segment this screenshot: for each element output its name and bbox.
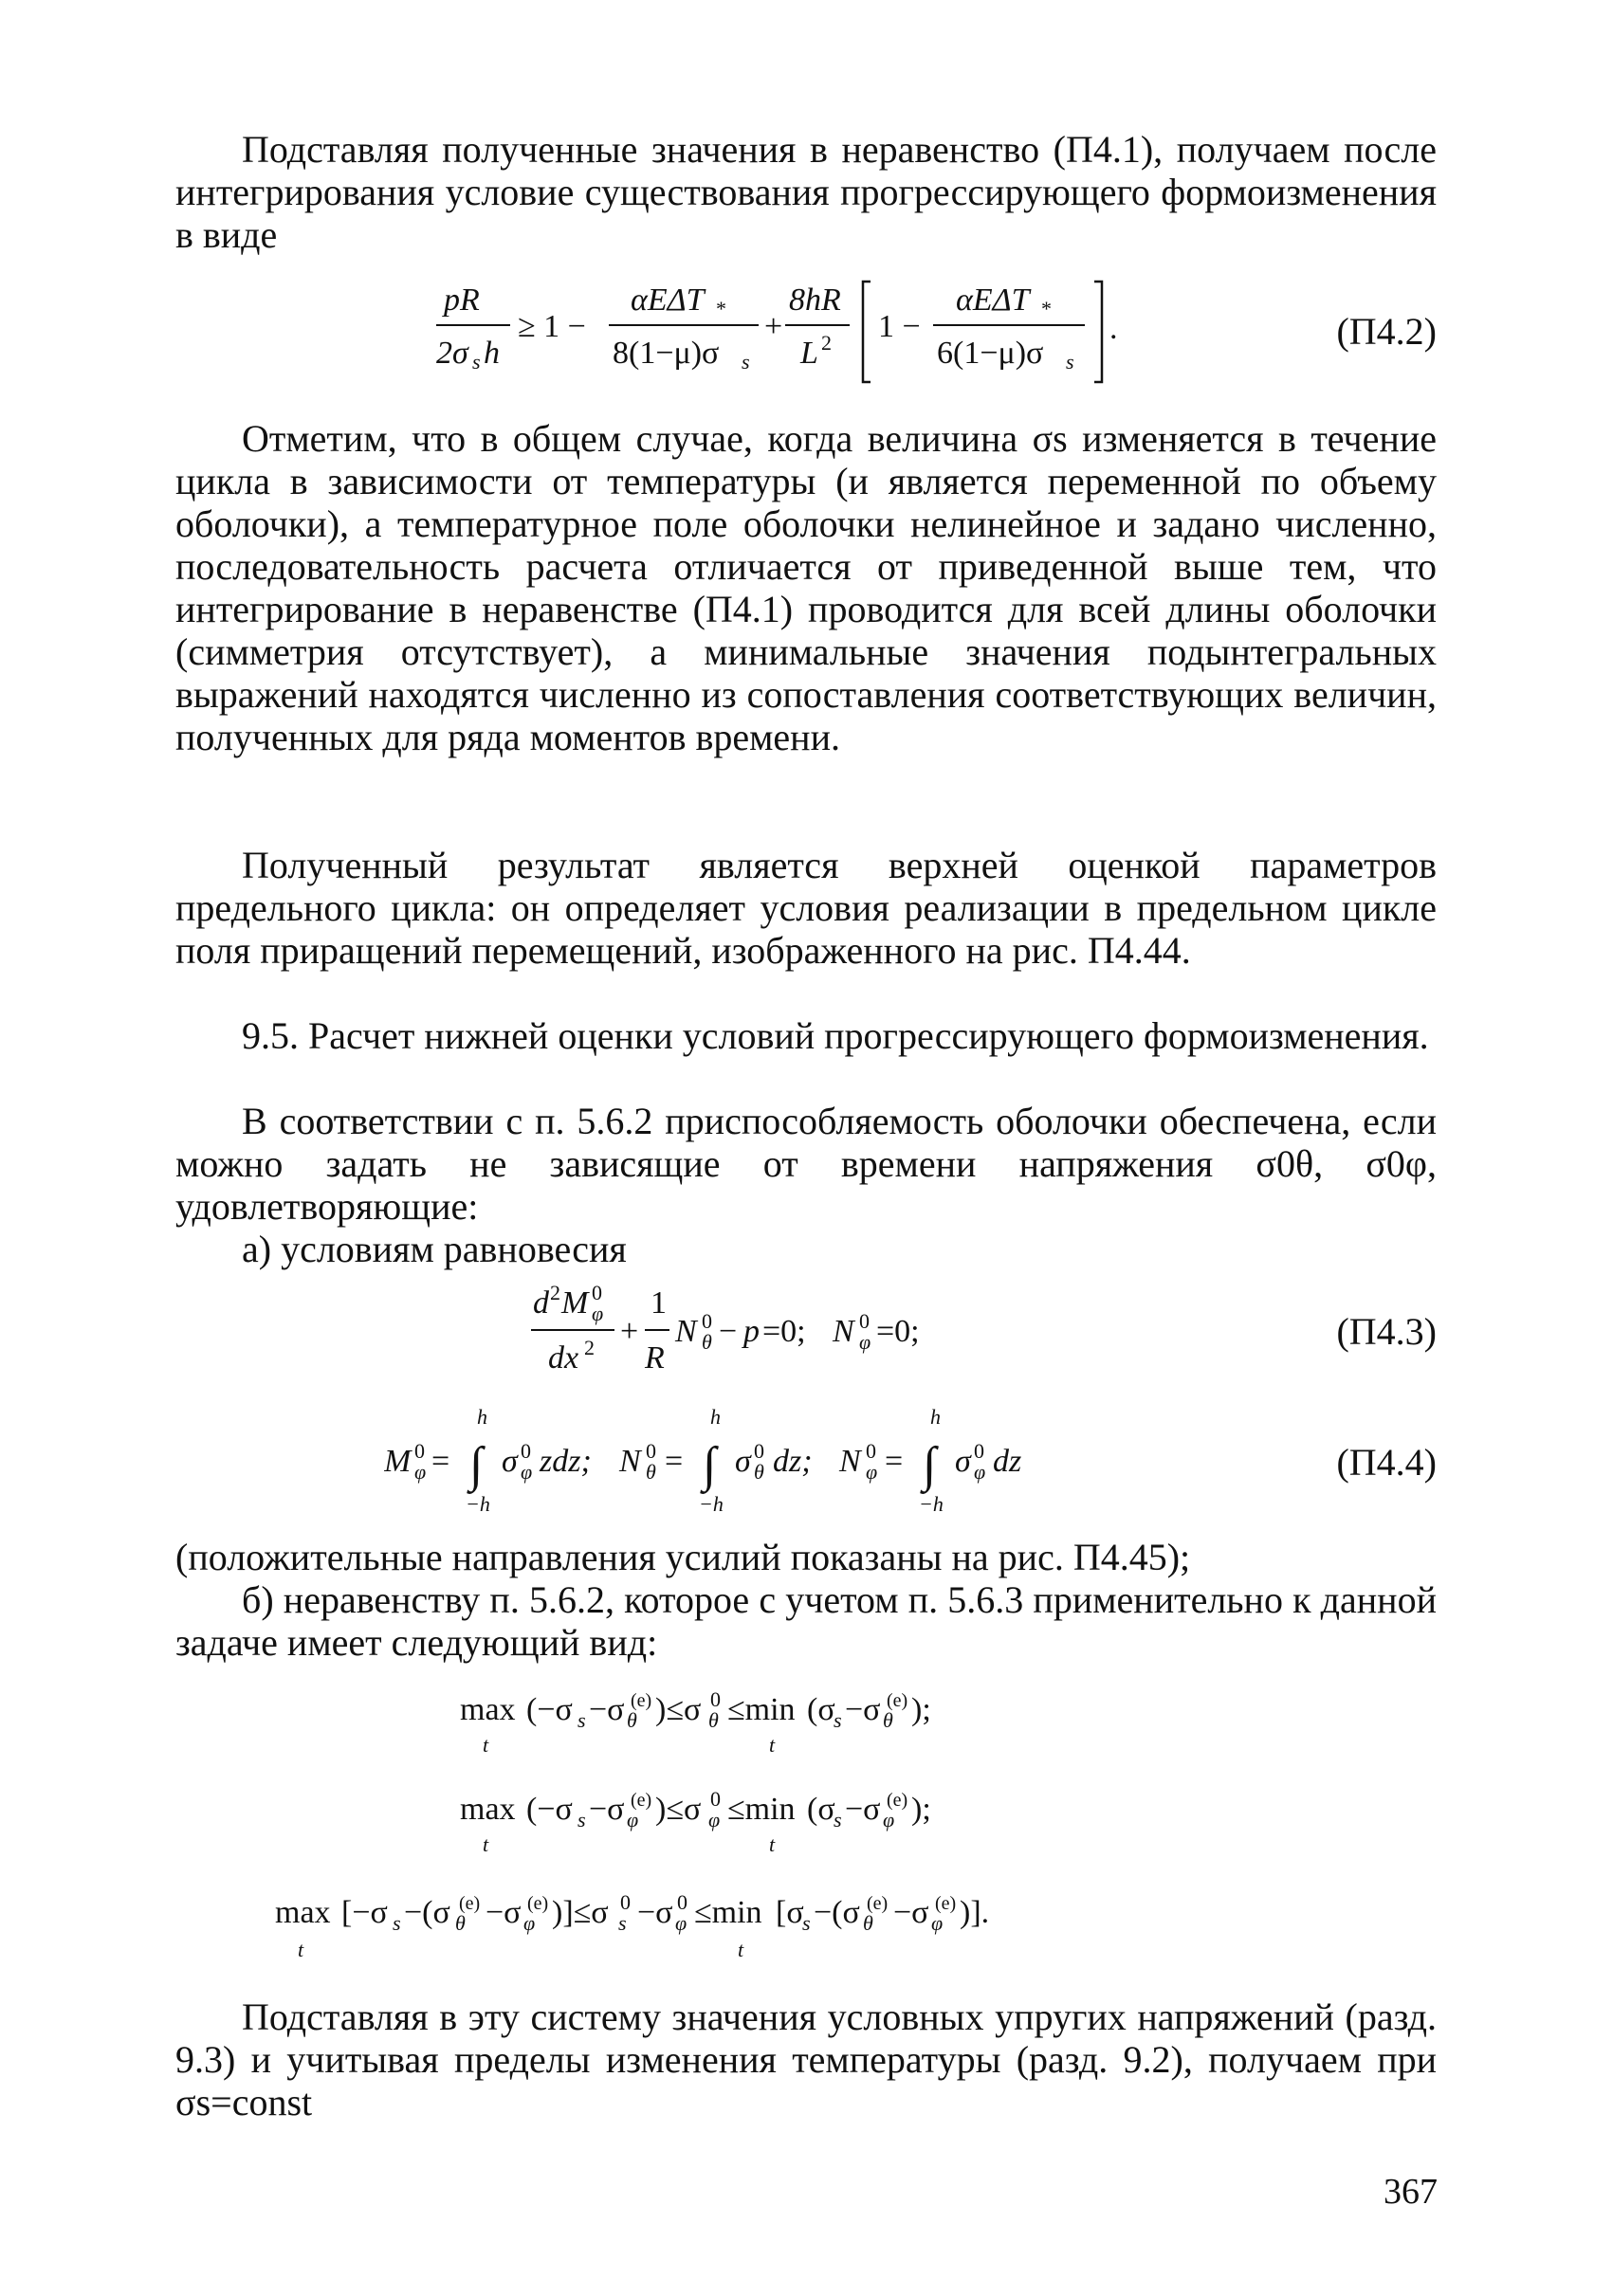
svg-text:0: 0 (702, 1309, 712, 1333)
page-number: 367 (1384, 2172, 1438, 2212)
svg-text:0: 0 (710, 1687, 721, 1711)
svg-text:+: + (620, 1314, 639, 1349)
svg-text:)].: )]. (960, 1895, 990, 1930)
paragraph-9: Подставляя в эту систему значения условных упругих напряжений (разд. 9.3) и учитывая пределы изменения температуры (разд. 9.2), получаем при σs=const (175, 1995, 1437, 2123)
inequality-3 (175, 1877, 1437, 1972)
svg-text:s: s (618, 1911, 627, 1935)
equation-p4-3 (175, 1275, 1437, 1389)
svg-text:φ: φ (866, 1460, 878, 1484)
svg-text:θ: θ (702, 1330, 712, 1354)
svg-text:s: s (393, 1911, 401, 1935)
svg-text:φ: φ (523, 1911, 536, 1935)
svg-text:s: s (472, 350, 481, 374)
svg-text:−: − (719, 1314, 738, 1349)
svg-text:(e): (e) (887, 1690, 908, 1711)
svg-text:t: t (483, 1832, 489, 1856)
svg-text:p: p (743, 1314, 760, 1349)
svg-text:(−σ: (−σ (526, 1692, 573, 1727)
svg-text:[−σ: [−σ (341, 1895, 388, 1930)
paragraph-2: Отметим, что в общем случае, когда величина σs изменяется в течение цикла в зависимости от температуры (и является переменной по объему оболочки), а температурное поле оболочки нелинейное и задано численно, последовательность расчета отличается от приведенной выше тем, что интегрирование в неравенстве (П4.1) проводится для всей длины оболочки (симметрия отсутствует), а минимальные значения подынтегральных выражений находятся численно из сопоставления соответствующих величин, полученных для ряда моментов времени. (175, 417, 1437, 758)
svg-text:dz;: dz; (773, 1444, 813, 1479)
svg-text:max: max (275, 1895, 331, 1930)
equation-p4-2-graphic (398, 270, 1347, 393)
svg-text:−(σ: −(σ (404, 1895, 450, 1930)
svg-text:−σ: −σ (589, 1692, 625, 1727)
svg-text:s: s (1066, 350, 1074, 374)
svg-text:(e): (e) (887, 1790, 908, 1811)
equation-p4-4 (175, 1403, 1437, 1517)
svg-text:t: t (769, 1733, 776, 1757)
svg-text:(e): (e) (527, 1893, 549, 1914)
svg-text:);: ); (911, 1692, 931, 1727)
svg-text:σ: σ (502, 1444, 518, 1479)
svg-text:s: s (802, 1911, 811, 1935)
svg-text:σ: σ (955, 1444, 971, 1479)
inequality-2 (175, 1777, 1437, 1863)
svg-text:θ: θ (455, 1911, 466, 1935)
svg-text:φ: φ (592, 1302, 604, 1325)
section-heading-9-5: 9.5. Расчет нижней оценки условий прогрессирующего формоизменения. (242, 1014, 1429, 1057)
svg-text:0: 0 (620, 1890, 631, 1914)
svg-text:φ: φ (521, 1460, 533, 1484)
svg-text:−σ: −σ (893, 1895, 929, 1930)
svg-text:pR: pR (444, 282, 480, 318)
svg-text:t: t (738, 1938, 744, 1961)
svg-text:θ: θ (627, 1708, 637, 1732)
svg-text:φ: φ (708, 1808, 721, 1831)
svg-text:L: L (800, 336, 818, 371)
svg-text:∫: ∫ (923, 1438, 937, 1492)
svg-text:θ: θ (883, 1708, 893, 1732)
svg-text:*: * (716, 297, 726, 320)
svg-text:∫: ∫ (469, 1438, 484, 1492)
svg-text:σ: σ (735, 1444, 751, 1479)
svg-text:d: d (533, 1285, 549, 1321)
svg-text:max: max (460, 1792, 516, 1827)
svg-text:s: s (577, 1808, 586, 1831)
svg-text:−σ: −σ (486, 1895, 522, 1930)
svg-text:)]≤σ: )]≤σ (552, 1895, 609, 1930)
svg-text:≥ 1 −: ≥ 1 − (518, 309, 586, 344)
svg-text:)≤σ: )≤σ (655, 1792, 702, 1827)
svg-text:−h: −h (919, 1492, 944, 1516)
svg-text:(−σ: (−σ (526, 1792, 573, 1827)
paragraph-8: б) неравенству п. 5.6.2, которое с учетом п. 5.6.3 применительно к данной задаче имеет следующий вид: (175, 1578, 1437, 1664)
svg-text:=0;: =0; (762, 1314, 806, 1349)
svg-text:(e): (e) (935, 1893, 957, 1914)
svg-text:s: s (834, 1708, 842, 1732)
paragraph-3: Полученный результат является верхней оценкой параметров предельного цикла: он определяет условия реализации в предельном цикле поля приращений перемещений, изображенного на рис. П4.44. (175, 844, 1437, 972)
svg-text:(e): (e) (631, 1690, 652, 1711)
svg-text:φ: φ (883, 1808, 895, 1831)
paragraph-7: (положительные направления усилий показаны на рис. П4.45); (175, 1536, 1191, 1578)
svg-text:0: 0 (677, 1890, 687, 1914)
svg-text:0: 0 (866, 1439, 876, 1463)
svg-text:φ: φ (627, 1808, 639, 1831)
svg-text:=: = (431, 1444, 450, 1479)
svg-text:0: 0 (754, 1439, 764, 1463)
svg-text:(e): (e) (631, 1790, 652, 1811)
svg-text:0: 0 (592, 1281, 602, 1304)
equation-label-p4-2: (П4.2) (1336, 310, 1437, 353)
svg-text:s: s (577, 1708, 586, 1732)
svg-text:φ: φ (974, 1460, 986, 1484)
svg-text:2: 2 (550, 1281, 560, 1304)
svg-text:1 −: 1 − (878, 309, 921, 344)
inequality-3-graphic (275, 1877, 1337, 1972)
svg-text:φ: φ (859, 1330, 871, 1354)
equation-p4-3-graphic (531, 1275, 1119, 1389)
svg-text:(σ: (σ (807, 1692, 835, 1727)
svg-text:zdz;: zdz; (540, 1444, 592, 1479)
equation-label-p4-3: (П4.3) (1336, 1310, 1437, 1353)
svg-text:h: h (484, 336, 500, 371)
svg-text:0: 0 (521, 1439, 531, 1463)
svg-text:−h: −h (466, 1492, 490, 1516)
svg-text:0: 0 (414, 1439, 425, 1463)
svg-text:.: . (1109, 311, 1118, 346)
svg-text:θ: θ (708, 1708, 719, 1732)
svg-text:−σ: −σ (589, 1792, 625, 1827)
svg-text:t: t (769, 1832, 776, 1856)
svg-text:θ: θ (646, 1460, 656, 1484)
svg-text:max: max (460, 1692, 516, 1727)
svg-text:s: s (742, 350, 750, 374)
svg-text:θ: θ (863, 1911, 873, 1935)
equation-p4-2 (175, 270, 1437, 393)
svg-text:[σ: [σ (776, 1895, 804, 1930)
svg-text:φ: φ (414, 1460, 427, 1484)
svg-text:2: 2 (821, 331, 832, 355)
paragraph-5: В соответствии с п. 5.6.2 приспособляемость оболочки обеспечена, если можно задать не зависящие от времени напряжения σ0θ, σ0φ, удовлетворяющие: (175, 1100, 1437, 1228)
svg-text:)≤σ: )≤σ (655, 1692, 702, 1727)
svg-text:0: 0 (859, 1309, 870, 1333)
svg-text:(e): (e) (867, 1893, 889, 1914)
svg-text:R: R (645, 1340, 665, 1376)
svg-text:−σ: −σ (845, 1692, 881, 1727)
svg-text:M: M (384, 1444, 412, 1479)
svg-text:M: M (561, 1285, 589, 1321)
svg-text:=0;: =0; (876, 1314, 920, 1349)
svg-text:αEΔT: αEΔT (631, 282, 705, 318)
svg-text:(σ: (σ (807, 1792, 835, 1827)
svg-text:6(1−μ)σ: 6(1−μ)σ (937, 336, 1044, 371)
svg-text:N: N (833, 1314, 854, 1349)
svg-text:≤min: ≤min (727, 1792, 796, 1827)
svg-text:t: t (298, 1938, 304, 1961)
svg-text:0: 0 (974, 1439, 984, 1463)
equation-p4-4-graphic (384, 1403, 1237, 1517)
svg-text:2: 2 (584, 1336, 595, 1359)
svg-text:8hR: 8hR (789, 282, 841, 318)
svg-text:−h: −h (699, 1492, 724, 1516)
equation-label-p4-4: (П4.4) (1336, 1441, 1437, 1484)
svg-text:≤min: ≤min (694, 1895, 762, 1930)
paragraph-6: а) условиям равновесия (242, 1228, 627, 1270)
svg-text:∫: ∫ (703, 1438, 717, 1492)
svg-text:t: t (483, 1733, 489, 1757)
svg-text:N: N (619, 1444, 641, 1479)
svg-text:dz: dz (993, 1444, 1022, 1479)
svg-text:θ: θ (754, 1460, 764, 1484)
svg-text:h: h (477, 1405, 487, 1429)
svg-text:N: N (839, 1444, 861, 1479)
svg-text:≤min: ≤min (727, 1692, 796, 1727)
svg-text:(e): (e) (459, 1893, 481, 1914)
svg-text:h: h (710, 1405, 721, 1429)
svg-text:2σ: 2σ (436, 336, 468, 371)
svg-text:dx: dx (548, 1340, 579, 1376)
svg-text:8(1−μ)σ: 8(1−μ)σ (613, 336, 720, 371)
svg-text:s: s (834, 1808, 842, 1831)
svg-text:N: N (675, 1314, 697, 1349)
svg-text:−(σ: −(σ (814, 1895, 860, 1930)
svg-text:φ: φ (675, 1911, 687, 1935)
svg-text:);: ); (911, 1792, 931, 1827)
svg-text:=: = (665, 1444, 684, 1479)
svg-text:αEΔT: αEΔT (956, 282, 1030, 318)
svg-text:−σ: −σ (845, 1792, 881, 1827)
svg-text:0: 0 (646, 1439, 656, 1463)
svg-text:*: * (1041, 297, 1052, 320)
svg-text:+: + (764, 309, 783, 344)
inequality-1-graphic (460, 1678, 1181, 1763)
svg-text:φ: φ (931, 1911, 944, 1935)
inequality-2-graphic (460, 1777, 1181, 1863)
inequality-1 (175, 1678, 1437, 1763)
svg-text:=: = (885, 1444, 904, 1479)
svg-text:1: 1 (651, 1285, 667, 1321)
paragraph-1: Подставляя полученные значения в неравенство (П4.1), получаем после интегрирования условие существования прогрессирующего формоизменения в виде (175, 128, 1437, 256)
svg-text:h: h (930, 1405, 941, 1429)
svg-text:0: 0 (710, 1787, 721, 1811)
svg-text:−σ: −σ (637, 1895, 673, 1930)
